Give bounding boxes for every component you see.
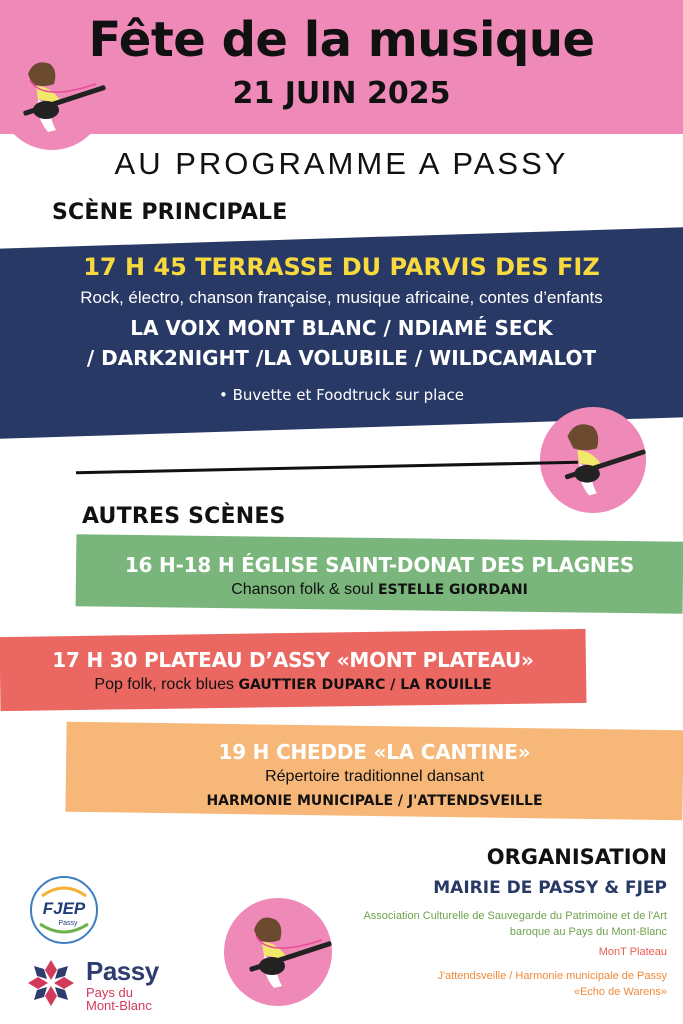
stage-genre: Pop folk, rock blues [94,676,235,693]
fjep-logo-sub: Passy [58,920,78,927]
main-stage-heading: SCÈNE PRINCIPALE [52,200,288,225]
main-stage-content [0,250,683,405]
stage-lineup [0,674,586,696]
guitarist-illustration [0,40,108,152]
stage-lineup [76,579,683,601]
stage-time-place: 19 H CHEDDE «LA CANTINE» [218,740,531,764]
organisation-mairie: MAIRIE DE PASSY & FJEP [433,878,667,898]
event-date: 21 JUIN 2025 [232,76,451,111]
passy-emblem-icon [24,956,78,1010]
guitarist-illustration [538,405,648,515]
main-stage-artists-line1: LA VOIX MONT BLANC / NDIAMÉ SECK [130,316,553,340]
stage-artists: HARMONIE MUNICIPALE / J'ATTENDSVEILLE [206,793,543,809]
guitarist-illustration [222,896,334,1008]
stage-artists: GAUTTIER DUPARC / LA ROUILLE [238,677,492,693]
stage-time-place: 16 H-18 H ÉGLISE SAINT-DONAT DES PLAGNES [124,553,635,577]
main-stage-artists-line2: / DARK2NIGHT /LA VOLUBILE / WILDCAMALOT [86,346,597,370]
organisation-harmonie: J'attendsveille / Harmonie municipale de Passy «Echo de Warens» [437,970,667,998]
fjep-logo-text: FJEP [42,899,86,918]
passy-logo-sub-line2: Mont-Blanc [86,998,152,1013]
passy-logo-sub [86,986,152,1012]
main-stage-genres: Rock, électro, chanson française, musique africaine, contes d’enfants [80,288,603,307]
fjep-logo [28,874,100,946]
main-stage-time-place: 17 H 45 TERRASSE DU PARVIS DES FIZ [83,253,600,281]
stage-chedde [66,738,683,814]
other-stages-heading: AUTRES SCÈNES [82,504,286,529]
program-heading: AU PROGRAMME A PASSY [114,146,569,181]
organisation-heading: ORGANISATION [486,845,667,869]
passy-logo-sub-line1: Pays du [86,985,133,1000]
organisation-assoc: Association Culturelle de Sauvegarde du Patrimoine et de l'Art baroque au Pays du Mont-Blanc [363,910,667,938]
section-divider [76,461,578,475]
stage-time-place: 17 H 30 PLATEAU D’ASSY «MONT PLATEAU» [52,648,534,672]
stage-genre: Chanson folk & soul [231,581,374,598]
main-stage-food: • Buvette et Foodtruck sur place [219,386,464,404]
passy-logo [24,956,184,1014]
stage-plateau-assy [0,646,586,696]
organisation-mont-plateau: MonT Plateau [598,946,667,958]
passy-logo-word: Passy [86,956,159,986]
page-title: Fête de la musique [88,12,595,68]
stage-artists: ESTELLE GIORDANI [377,582,528,598]
stage-genre: Répertoire traditionnel dansant [265,768,484,785]
stage-eglise [76,551,683,601]
